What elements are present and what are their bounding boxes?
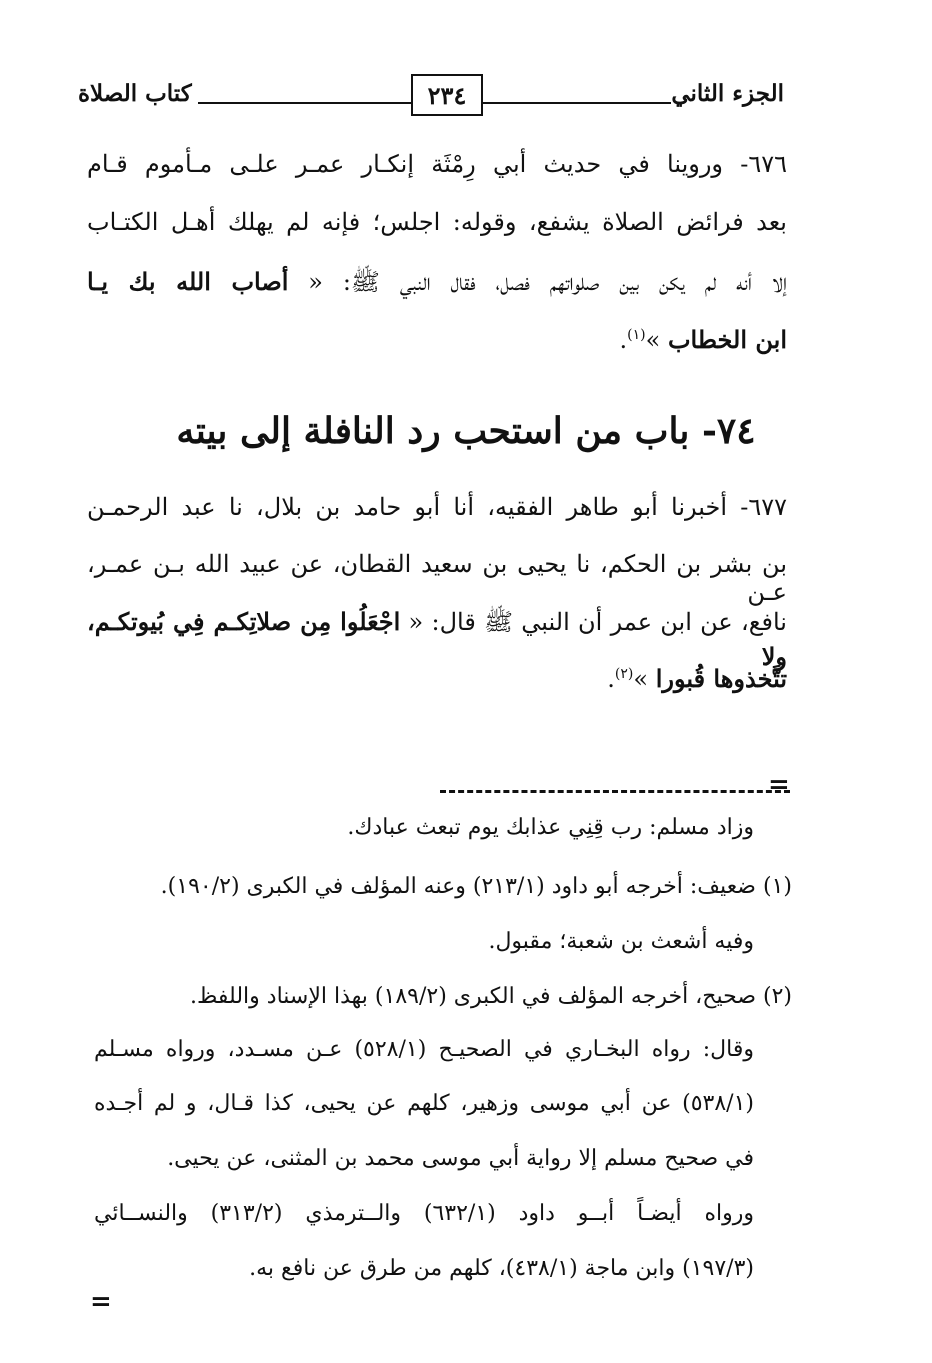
footnote-2-line-3: (٥٣٨/١) عن أبي موسى وزهير، كلهم عن يحيى، كذا قـال، و لم أجـده bbox=[94, 1091, 754, 1116]
period-677: . bbox=[607, 665, 615, 693]
header-rule-left bbox=[198, 102, 413, 104]
page-header bbox=[70, 66, 792, 126]
footnote-ref-2: (٢) bbox=[614, 666, 634, 682]
footnote-ref-1: (١) bbox=[627, 327, 646, 343]
closing-quote-677: » bbox=[633, 665, 649, 693]
hadith-677-line-2: بن بشر بن الحكم، نا يحيى بن سعيد القطان، عن عبيد الله بـن عمـر، عـن bbox=[87, 550, 787, 606]
prophetic-quote-677-a: اجْعَلُوا مِن صلاتِكـم فِي بُيوتكـم، ولا bbox=[87, 607, 787, 671]
header-volume-title: الجزء الثاني bbox=[671, 80, 784, 107]
page-number: ٢٣٤ bbox=[411, 74, 483, 116]
period-676: . bbox=[619, 326, 628, 354]
hadith-677-line-1: ٦٧٧- أخبرنا أبو طاهر الفقيه، أنا أبو حامد بن بلال، نا عبد الرحمـن bbox=[87, 493, 787, 521]
hadith-676-line-3 bbox=[87, 267, 787, 302]
header-rule-right bbox=[483, 102, 671, 104]
hadith-676-line-2: بعد فرائض الصلاة يشفع، وقوله: اجلس؛ فإنه لم يهلك أهـل الكتـاب bbox=[87, 208, 787, 236]
prophetic-quote-677-b: تتَّخذوها قُبورا bbox=[655, 664, 787, 693]
continuation-mark-bottom: = bbox=[90, 1287, 112, 1317]
prophetic-quote-676-b: ابن الخطاب bbox=[667, 325, 787, 354]
footnote-2-line-4: في صحيح مسلم إلا رواية أبي موسى محمد بن المثنى، عن يحيى. bbox=[167, 1146, 754, 1171]
chapter-heading: ٧٤- باب من استحب رد النافلة إلى بيته bbox=[176, 410, 756, 452]
footnote-2-line-2: وقال: رواه البخـاري في الصحيـح (٥٢٨/١) عـن مسـدد، ورواه مسـلم bbox=[94, 1037, 755, 1062]
footnote-continuation: وزاد مسلم: رب قِنِي عذابك يوم تبعث عبادك. bbox=[347, 815, 754, 840]
hadith-677-line-3-text: نافع، عن ابن عمر أن النبي ﷺ قال: « bbox=[408, 608, 787, 636]
footnote-separator bbox=[440, 790, 790, 793]
hadith-676-line-3-text: إلا أنه لم يكن بين صلواتهم فصل، فقال النبي ﷺ: « bbox=[308, 268, 787, 296]
hadith-676-line-4 bbox=[87, 325, 787, 354]
hadith-676-line-1: ٦٧٦- وروينا في حديث أبي رِمْثَة إنكـار عمـر علـى مـأموم قـام bbox=[87, 150, 787, 178]
footnote-2-line-6: (١٩٧/٣) وابن ماجة (٤٣٨/١)، كلهم من طرق عن نافع به. bbox=[249, 1256, 754, 1281]
footnote-2-line-5: ورواه أيضـاً أبــو داود (٦٣٢/١) والــترمذي (٣١٣/٢) والنســائي bbox=[94, 1201, 754, 1226]
prophetic-quote-676-a: أصاب الله بك يـا bbox=[87, 267, 289, 296]
hadith-677-line-4 bbox=[87, 664, 787, 693]
hadith-677-line-3 bbox=[87, 607, 787, 671]
footnote-1-cont: وفيه أشعث بن شعبة؛ مقبول. bbox=[488, 929, 754, 954]
header-book-title: كتاب الصلاة bbox=[78, 80, 192, 107]
closing-quote-676: » bbox=[645, 326, 661, 354]
footnote-1: (١) ضعيف: أخرجه أبو داود (٢١٣/١) وعنه المؤلف في الكبرى (١٩٠/٢). bbox=[160, 874, 792, 899]
footnote-2: (٢) صحيح، أخرجه المؤلف في الكبرى (١٨٩/٢) بهذا الإسناد واللفظ. bbox=[190, 984, 792, 1009]
continuation-mark-top: = bbox=[768, 770, 790, 800]
